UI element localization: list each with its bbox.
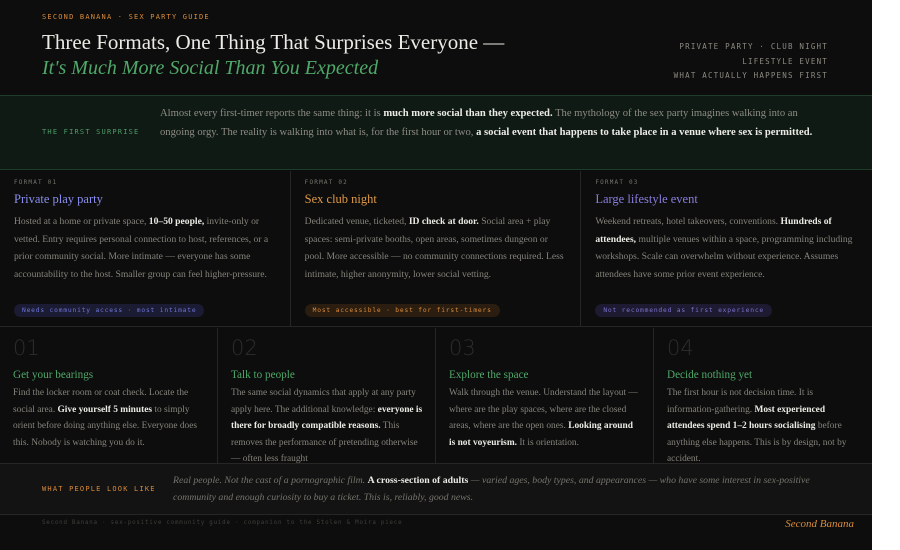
surprise-label: THE FIRST SURPRISE	[42, 128, 140, 136]
surprise-text	[160, 105, 820, 142]
text-run: Real people. Not the cast of a pornographic film.	[173, 475, 368, 486]
format-description	[14, 213, 276, 283]
text-run: Social area + play spaces: semi-private booths, open areas, sometimes dungeon or pool. More accessible — no community connections required. Less intimate, higher anonymity, lower social vetting.	[304, 216, 564, 280]
text-run: Almost every first-timer reports the same thing: it is	[160, 108, 384, 119]
text-run: Weekend retreats, hotel takeovers, conventions.	[595, 216, 781, 227]
format-number: FORMAT 03	[595, 179, 639, 186]
format-badge: Needs community access · most intimate	[14, 304, 204, 317]
step-card	[436, 328, 654, 463]
tag-item: WHAT ACTUALLY HAPPENS FIRST	[673, 71, 828, 80]
page-margin	[872, 0, 900, 550]
text-run: Walk through the venue. Understand the layout — where are the play spaces, where are the closed areas, where are the open ones.	[449, 388, 638, 432]
people-panel	[0, 463, 872, 515]
step-title: Decide nothing yet	[667, 369, 753, 381]
text-emphasis: Hundreds of attendees,	[595, 216, 832, 245]
step-description	[667, 385, 860, 463]
step-card	[218, 328, 436, 463]
page-subtitle: It's Much More Social Than You Expected	[42, 57, 379, 79]
text-run: It is orientation.	[516, 437, 579, 448]
format-description	[305, 213, 567, 283]
steps-row	[0, 328, 872, 463]
step-card	[654, 328, 872, 463]
tag-item: LIFESTYLE EVENT	[742, 56, 828, 66]
step-number: 02	[231, 336, 258, 360]
text-emphasis: Looking around is not voyeurism.	[449, 421, 633, 448]
first-surprise-panel	[0, 95, 872, 170]
text-run: The mythology of the sex party imagines walking into an ongoing orgy. The reality is walking into what is, for the first hour or two,	[160, 108, 798, 138]
text-emphasis: everyone is there for broadly compatible reasons.	[231, 404, 423, 432]
step-title: Talk to people	[231, 369, 295, 381]
format-badge: Most accessible · best for first-timers	[305, 304, 500, 317]
step-description	[449, 385, 641, 451]
text-run: to simply orient before doing anything else. Everyone does this. Nobody is watching you do it.	[13, 404, 198, 448]
text-emphasis: a social event that happens to take place in a venue where sex is permitted.	[476, 126, 813, 138]
text-run: The first hour is not decision time. It is information-gathering.	[667, 388, 814, 415]
format-card-private	[0, 171, 291, 326]
text-emphasis: much more social than they expected.	[383, 108, 553, 119]
footer-brand: Second Banana	[785, 518, 854, 530]
people-text	[173, 472, 813, 506]
text-run: — varied ages, body types, and appearances — who have some interest in sex-positive community and enough curiosity to buy a ticket. This is, reliably, good news.	[173, 475, 810, 503]
format-card-club	[291, 171, 582, 326]
step-number: 01	[13, 336, 40, 360]
people-label: WHAT PEOPLE LOOK LIKE	[42, 485, 156, 493]
step-number: 03	[449, 336, 476, 360]
text-run: The same social dynamics that apply at any party apply here. The additional knowledge:	[231, 388, 416, 415]
header	[0, 0, 872, 95]
format-badge: Not recommended as first experience	[595, 304, 772, 317]
tag-item: PRIVATE PARTY · CLUB NIGHT	[679, 42, 828, 51]
text-emphasis: Most experienced attendees spend 1–2 hours socialising	[667, 404, 826, 432]
text-emphasis: ID check at door.	[408, 216, 479, 227]
step-description	[13, 385, 205, 451]
format-number: FORMAT 01	[14, 179, 58, 186]
format-title: Large lifestyle event	[595, 192, 698, 206]
step-card	[0, 328, 218, 463]
text-run: Find the locker room or coat check. Locate the social area.	[13, 388, 189, 415]
page-title: Three Formats, One Thing That Surprises Everyone —	[42, 30, 505, 54]
formats-row	[0, 171, 872, 327]
text-run: before anything else happens. This is by design, not by accident.	[667, 421, 847, 463]
text-run: invite-only or vetted. Entry requires personal connection to host, references, or a prior community social. More intimate — everyone has some accountability to the host. Smaller group can feel higher-pressure.	[14, 216, 269, 280]
step-number: 04	[667, 336, 694, 360]
step-description	[231, 385, 423, 463]
text-run: multiple venues within a space, programming including workshops. Scale can overwhelm without experience. Assumes attendees have some prior event experience.	[595, 233, 853, 280]
step-title: Get your bearings	[13, 369, 94, 381]
format-number: FORMAT 02	[304, 179, 348, 186]
text-emphasis: Give yourself 5 minutes	[57, 404, 153, 415]
format-title: Private play party	[14, 192, 103, 206]
format-card-lifestyle	[581, 171, 872, 326]
format-tags	[674, 40, 828, 84]
text-run: Hosted at a home or private space,	[14, 216, 149, 227]
footer-note: Second Banana · sex-positive community guide · companion to the Stolen & Moira piece	[42, 520, 403, 526]
text-emphasis: 10–50 people,	[148, 216, 205, 227]
eyebrow: SECOND BANANA · SEX PARTY GUIDE	[42, 13, 210, 21]
text-emphasis: A cross-section of adults	[367, 475, 469, 486]
format-title: Sex club night	[304, 192, 377, 206]
text-run: Dedicated venue, ticketed,	[304, 216, 409, 227]
text-run: This removes the performance of pretending otherwise — often less fraught	[231, 421, 418, 463]
format-description	[595, 213, 858, 283]
step-title: Explore the space	[449, 369, 529, 381]
